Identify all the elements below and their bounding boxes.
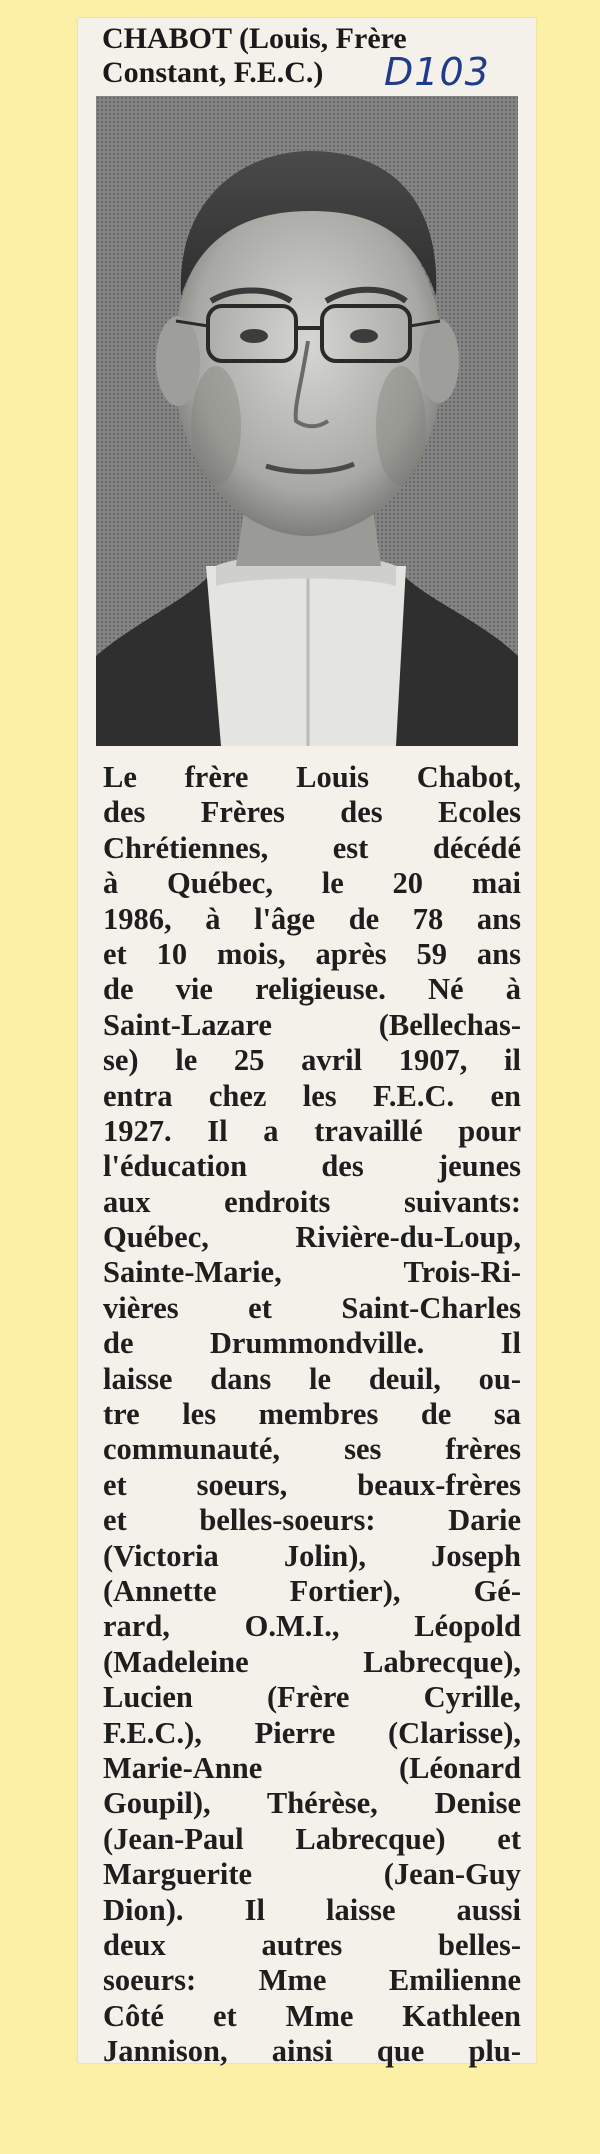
body-text-line: laisse dans le deuil, ou-: [103, 1361, 521, 1396]
body-text-line: et soeurs, beaux-frères: [103, 1467, 521, 1502]
body-text-line: Jannison, ainsi que plu-: [103, 2034, 521, 2069]
obituary-body: [103, 760, 521, 2069]
body-text-line: Le frère Louis Chabot,: [103, 760, 521, 794]
body-text-line: et belles-soeurs: Darie: [103, 1503, 521, 1538]
body-text-line: Sainte-Marie, Trois-Ri-: [103, 1255, 521, 1290]
body-text-line: des Frères des Ecoles: [103, 795, 521, 830]
body-text-line: (Jean-Paul Labrecque) et: [103, 1821, 521, 1856]
portrait-photo: [96, 96, 518, 746]
body-text-line: soeurs: Mme Emilienne: [103, 1963, 521, 1998]
body-text-line: (Victoria Jolin), Joseph: [103, 1538, 521, 1573]
body-text-line: F.E.C.), Pierre (Clarisse),: [103, 1715, 521, 1750]
body-text-line: rard, O.M.I., Léopold: [103, 1609, 521, 1644]
body-text-line: 1927. Il a travaillé pour: [103, 1113, 521, 1148]
body-text-line: entra chez les F.E.C. en: [103, 1078, 521, 1113]
body-text-line: (Annette Fortier), Gé-: [103, 1573, 521, 1608]
body-text-line: à Québec, le 20 mai: [103, 866, 521, 901]
body-text-line: vières et Saint-Charles: [103, 1290, 521, 1325]
body-text-line: Lucien (Frère Cyrille,: [103, 1680, 521, 1715]
body-text-line: de vie religieuse. Né à: [103, 972, 521, 1007]
body-text-line: tre les membres de sa: [103, 1397, 521, 1432]
body-text-line: Dion). Il laisse aussi: [103, 1892, 521, 1927]
body-text-line: et 10 mois, après 59 ans: [103, 936, 521, 971]
body-text-line: 1986, à l'âge de 78 ans: [103, 901, 521, 936]
body-text-line: Marguerite (Jean-Guy: [103, 1857, 521, 1892]
body-text-line: (Madeleine Labrecque),: [103, 1644, 521, 1679]
body-text-line: Goupil), Thérèse, Denise: [103, 1786, 521, 1821]
body-text-line: de Drummondville. Il: [103, 1326, 521, 1361]
body-text-line: deux autres belles-: [103, 1927, 521, 1962]
body-text-line: Marie-Anne (Léonard: [103, 1750, 521, 1785]
body-text-line: se) le 25 avril 1907, il: [103, 1043, 521, 1078]
handwritten-annotation: D103: [384, 50, 490, 94]
body-text-line: Québec, Rivière-du-Loup,: [103, 1220, 521, 1255]
body-text-line: l'éducation des jeunes: [103, 1149, 521, 1184]
body-text-line: Côté et Mme Kathleen: [103, 1998, 521, 2033]
header-line: CHABOT (Louis, Frère: [102, 22, 407, 55]
body-text-line: aux endroits suivants:: [103, 1184, 521, 1219]
body-text-line: communauté, ses frères: [103, 1432, 521, 1467]
header-line: Constant, F.E.C.): [102, 56, 324, 89]
body-text-line: Chrétiennes, est décédé: [103, 830, 521, 865]
body-text-line: Saint-Lazare (Bellechas-: [103, 1007, 521, 1042]
